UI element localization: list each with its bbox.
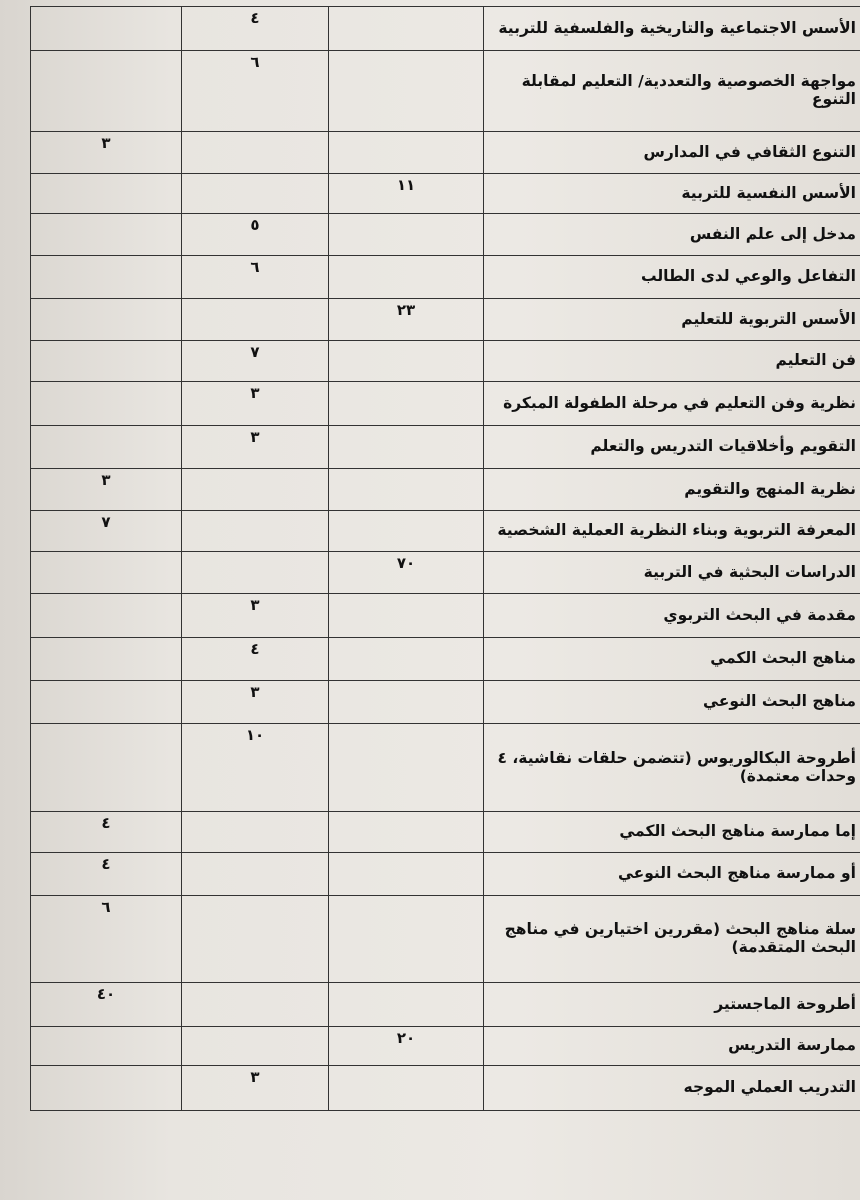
course-name-cell: مواجهة الخصوصية والتعددية/ التعليم لمقابلة التنوع	[484, 51, 860, 132]
course-name-cell: الأسس التربوية للتعليم	[484, 299, 860, 341]
course-name-cell: التنوع الثقافي في المدارس	[484, 132, 860, 174]
course-name-cell: أطروحة البكالوريوس (تتضمن حلقات نقاشية، ٤ وحدات معتمدة)	[484, 724, 860, 812]
credit-value: ١١	[396, 176, 416, 194]
credit-cell-c3	[329, 1066, 484, 1111]
credit-cell-c3	[329, 853, 484, 896]
course-name-cell: المعرفة التربوية وبناء النظرية العملية الشخصية	[484, 511, 860, 552]
credit-cell-c1	[31, 552, 182, 594]
table-row	[31, 426, 860, 469]
credit-cell-c2	[182, 299, 329, 341]
credit-cell-c3	[329, 214, 484, 256]
course-name-cell: فن التعليم	[484, 341, 860, 382]
credit-cell-c2	[182, 594, 329, 638]
credit-cell-c2	[182, 681, 329, 724]
credit-cell-c2	[182, 983, 329, 1027]
credit-cell-c3	[329, 552, 484, 594]
credit-value: ٣	[101, 471, 111, 489]
course-name-cell: سلة مناهج البحث (مقررين اختيارين في مناهج البحث المتقدمة)	[484, 896, 860, 983]
credit-value: ٣	[250, 683, 260, 701]
table-row	[31, 552, 860, 594]
credit-cell-c3	[329, 896, 484, 983]
credit-value: ٤	[250, 9, 260, 27]
table-row	[31, 1027, 860, 1066]
credit-cell-c1	[31, 681, 182, 724]
credit-value: ٣	[101, 134, 111, 152]
credit-value: ٧	[250, 343, 260, 361]
course-name-cell: أو ممارسة مناهج البحث النوعي	[484, 853, 860, 896]
credit-cell-c1	[31, 469, 182, 511]
credit-cell-c3	[329, 341, 484, 382]
credit-cell-c3	[329, 299, 484, 341]
course-name-cell: مدخل إلى علم النفس	[484, 214, 860, 256]
credit-cell-c1	[31, 341, 182, 382]
credit-cell-c3	[329, 132, 484, 174]
table-row	[31, 853, 860, 896]
course-name-cell: نظرية المنهج والتقويم	[484, 469, 860, 511]
credit-value: ٣	[250, 428, 260, 446]
credit-cell-c1	[31, 214, 182, 256]
credit-cell-c1	[31, 853, 182, 896]
course-name-cell: التدريب العملي الموجه	[484, 1066, 860, 1111]
credit-value: ٦	[250, 258, 260, 276]
credit-value: ٤	[101, 814, 111, 832]
credit-cell-c2	[182, 812, 329, 853]
table-row	[31, 382, 860, 426]
credit-value: ٢٠	[396, 1029, 416, 1047]
credit-value: ٦	[101, 898, 111, 916]
table-row	[31, 812, 860, 853]
credit-cell-c2	[182, 1027, 329, 1066]
credit-cell-c1	[31, 174, 182, 214]
table-row	[31, 174, 860, 214]
credit-cell-c2	[182, 214, 329, 256]
table-row	[31, 299, 860, 341]
credit-cell-c1	[31, 51, 182, 132]
credit-value: ٢٣	[396, 301, 416, 319]
credit-value: ٤٠	[96, 985, 116, 1003]
credit-cell-c3	[329, 983, 484, 1027]
credit-cell-c3	[329, 469, 484, 511]
table-row	[31, 724, 860, 812]
credit-cell-c2	[182, 132, 329, 174]
course-name-cell: الأسس الاجتماعية والتاريخية والفلسفية للتربية	[484, 7, 860, 51]
credit-value: ٣	[250, 596, 260, 614]
credit-value: ٧	[101, 513, 111, 531]
credit-value: ١٠	[245, 726, 265, 744]
table-row	[31, 896, 860, 983]
credit-cell-c2	[182, 382, 329, 426]
table-row	[31, 256, 860, 299]
table-row	[31, 638, 860, 681]
credit-cell-c3	[329, 7, 484, 51]
credit-cell-c3	[329, 812, 484, 853]
credit-cell-c1	[31, 812, 182, 853]
credit-cell-c3	[329, 638, 484, 681]
credit-cell-c3	[329, 174, 484, 214]
table-row	[31, 594, 860, 638]
credit-value: ٦	[250, 53, 260, 71]
course-name-cell: أطروحة الماجستير	[484, 983, 860, 1027]
credit-cell-c2	[182, 256, 329, 299]
course-credits-table	[30, 6, 860, 1111]
course-name-cell: إما ممارسة مناهج البحث الكمي	[484, 812, 860, 853]
credit-cell-c1	[31, 1027, 182, 1066]
course-name-cell: مناهج البحث النوعي	[484, 681, 860, 724]
credit-cell-c1	[31, 256, 182, 299]
table-row	[31, 681, 860, 724]
credit-cell-c1	[31, 1066, 182, 1111]
credit-cell-c1	[31, 896, 182, 983]
credit-cell-c2	[182, 426, 329, 469]
credit-cell-c2	[182, 853, 329, 896]
credit-value: ٣	[250, 384, 260, 402]
credit-value: ٣	[250, 1068, 260, 1086]
credit-cell-c1	[31, 7, 182, 51]
table-row	[31, 983, 860, 1027]
table-row	[31, 214, 860, 256]
course-name-cell: مقدمة في البحث التربوي	[484, 594, 860, 638]
credit-cell-c3	[329, 681, 484, 724]
table-row	[31, 51, 860, 132]
course-name-cell: ممارسة التدريس	[484, 1027, 860, 1066]
credit-cell-c1	[31, 724, 182, 812]
credit-cell-c1	[31, 511, 182, 552]
credit-cell-c2	[182, 724, 329, 812]
credit-value: ٤	[101, 855, 111, 873]
credit-value: ٧٠	[396, 554, 416, 572]
credit-value: ٤	[250, 640, 260, 658]
table-row	[31, 132, 860, 174]
course-name-cell: نظرية وفن التعليم في مرحلة الطفولة المبكرة	[484, 382, 860, 426]
credit-cell-c2	[182, 638, 329, 681]
table-row	[31, 1066, 860, 1111]
credit-cell-c3	[329, 51, 484, 132]
table-row	[31, 511, 860, 552]
course-name-cell: التفاعل والوعي لدى الطالب	[484, 256, 860, 299]
credit-cell-c1	[31, 638, 182, 681]
credit-cell-c2	[182, 552, 329, 594]
credit-cell-c3	[329, 382, 484, 426]
credit-cell-c1	[31, 426, 182, 469]
table-row	[31, 341, 860, 382]
credit-cell-c2	[182, 174, 329, 214]
credit-cell-c1	[31, 594, 182, 638]
credit-cell-c3	[329, 426, 484, 469]
course-name-cell: الدراسات البحثية في التربية	[484, 552, 860, 594]
credit-cell-c3	[329, 594, 484, 638]
credit-cell-c1	[31, 382, 182, 426]
credit-cell-c1	[31, 983, 182, 1027]
credit-cell-c2	[182, 1066, 329, 1111]
credit-value: ٥	[250, 216, 260, 234]
credit-cell-c2	[182, 511, 329, 552]
credit-cell-c3	[329, 1027, 484, 1066]
credit-cell-c2	[182, 469, 329, 511]
course-name-cell: التقويم وأخلاقيات التدريس والتعلم	[484, 426, 860, 469]
credit-cell-c2	[182, 7, 329, 51]
credit-cell-c2	[182, 51, 329, 132]
credit-cell-c3	[329, 724, 484, 812]
credit-cell-c1	[31, 299, 182, 341]
credit-cell-c2	[182, 341, 329, 382]
credit-cell-c1	[31, 132, 182, 174]
credit-cell-c2	[182, 896, 329, 983]
course-name-cell: الأسس النفسية للتربية	[484, 174, 860, 214]
table-row	[31, 469, 860, 511]
course-name-cell: مناهج البحث الكمي	[484, 638, 860, 681]
table-row	[31, 7, 860, 51]
credit-cell-c3	[329, 256, 484, 299]
credit-cell-c3	[329, 511, 484, 552]
